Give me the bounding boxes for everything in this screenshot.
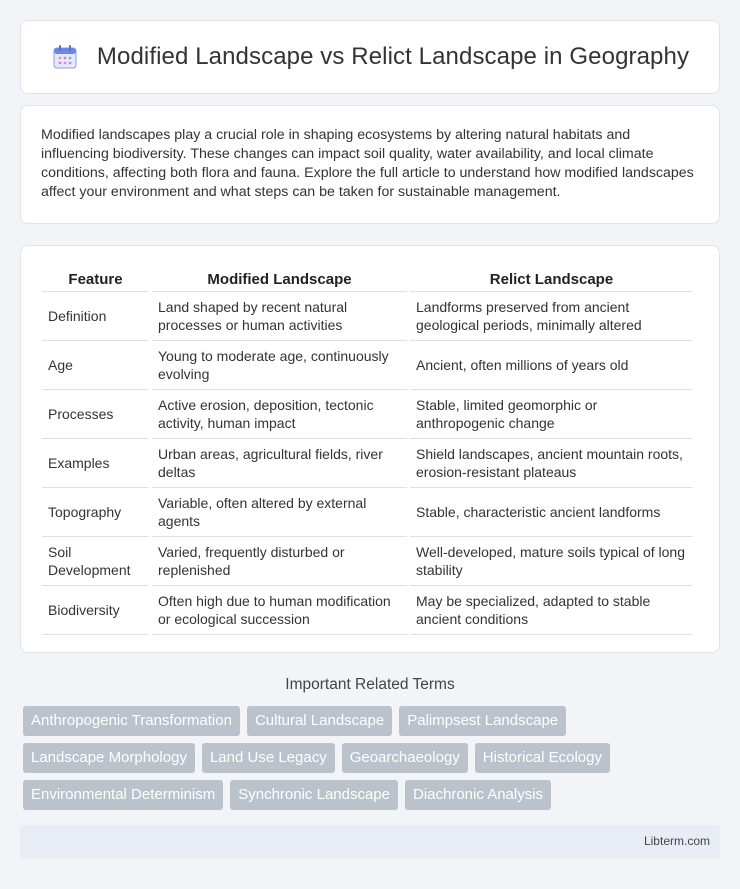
cell-feature: Topography <box>42 488 149 537</box>
comparison-table <box>39 266 696 635</box>
table-row <box>42 292 693 341</box>
intro-paragraph: Modified landscapes play a crucial role in shaping ecosystems by altering natural habitats and influencing biodiversity. These changes can impact soil quality, water availability, and local climate conditions, affecting both flora and fauna. Explore the full article to understand how modified landscapes affect your environment and what steps can be taken for sustainable management. <box>41 127 694 200</box>
cell-modified: Land shaped by recent natural processes or human activities <box>152 292 407 341</box>
header-relict: Relict Landscape <box>410 266 693 292</box>
table-header-row <box>42 266 693 292</box>
cell-feature: Age <box>42 341 149 390</box>
tag-land-use-legacy[interactable]: Land Use Legacy <box>202 743 335 773</box>
table-row <box>42 586 693 635</box>
tag-historical-ecology[interactable]: Historical Ecology <box>475 743 610 773</box>
table-row <box>42 341 693 390</box>
title-card <box>20 20 720 94</box>
table-row <box>42 488 693 537</box>
related-terms-title: Important Related Terms <box>285 676 455 693</box>
tag-environmental-determinism[interactable]: Environmental Determinism <box>23 780 223 810</box>
cell-feature: Soil Development <box>42 537 149 586</box>
tag-palimpsest-landscape[interactable]: Palimpsest Landscape <box>399 706 566 736</box>
cell-modified: Urban areas, agricultural fields, river deltas <box>152 439 407 488</box>
tag-row <box>23 706 723 736</box>
cell-relict: Ancient, often millions of years old <box>410 341 693 390</box>
cell-relict: Landforms preserved from ancient geological periods, minimally altered <box>410 292 693 341</box>
intro-card <box>20 105 720 224</box>
footer <box>20 825 720 858</box>
cell-feature: Examples <box>42 439 149 488</box>
cell-modified: Young to moderate age, continuously evolving <box>152 341 407 390</box>
tag-synchronic-landscape[interactable]: Synchronic Landscape <box>230 780 398 810</box>
table-row <box>42 537 693 586</box>
comparison-table-card <box>20 245 720 653</box>
cell-feature: Definition <box>42 292 149 341</box>
table-row <box>42 439 693 488</box>
footer-site-link[interactable]: Libterm.com <box>643 834 710 848</box>
cell-modified: Often high due to human modification or ecological succession <box>152 586 407 635</box>
header-feature: Feature <box>42 266 149 292</box>
tag-landscape-morphology[interactable]: Landscape Morphology <box>23 743 195 773</box>
cell-relict: Stable, limited geomorphic or anthropogenic change <box>410 390 693 439</box>
cell-relict: May be specialized, adapted to stable ancient conditions <box>410 586 693 635</box>
cell-relict: Well-developed, mature soils typical of long stability <box>410 537 693 586</box>
tag-row <box>23 780 723 810</box>
cell-relict: Stable, characteristic ancient landforms <box>410 488 693 537</box>
tag-row <box>23 743 723 773</box>
related-terms-list <box>23 706 723 817</box>
cell-relict: Shield landscapes, ancient mountain roots, erosion-resistant plateaus <box>410 439 693 488</box>
tag-diachronic-analysis[interactable]: Diachronic Analysis <box>405 780 551 810</box>
cell-feature: Processes <box>42 390 149 439</box>
tag-anthropogenic-transformation[interactable]: Anthropogenic Transformation <box>23 706 240 736</box>
header-modified: Modified Landscape <box>152 266 407 292</box>
page-title: Modified Landscape vs Relict Landscape in Geography <box>96 43 690 70</box>
tag-cultural-landscape[interactable]: Cultural Landscape <box>247 706 392 736</box>
cell-modified: Variable, often altered by external agents <box>152 488 407 537</box>
tag-geoarchaeology[interactable]: Geoarchaeology <box>342 743 468 773</box>
cell-modified: Varied, frequently disturbed or replenished <box>152 537 407 586</box>
cell-modified: Active erosion, deposition, tectonic activity, human impact <box>152 390 407 439</box>
table-row <box>42 390 693 439</box>
calendar-icon <box>51 43 79 71</box>
cell-feature: Biodiversity <box>42 586 149 635</box>
